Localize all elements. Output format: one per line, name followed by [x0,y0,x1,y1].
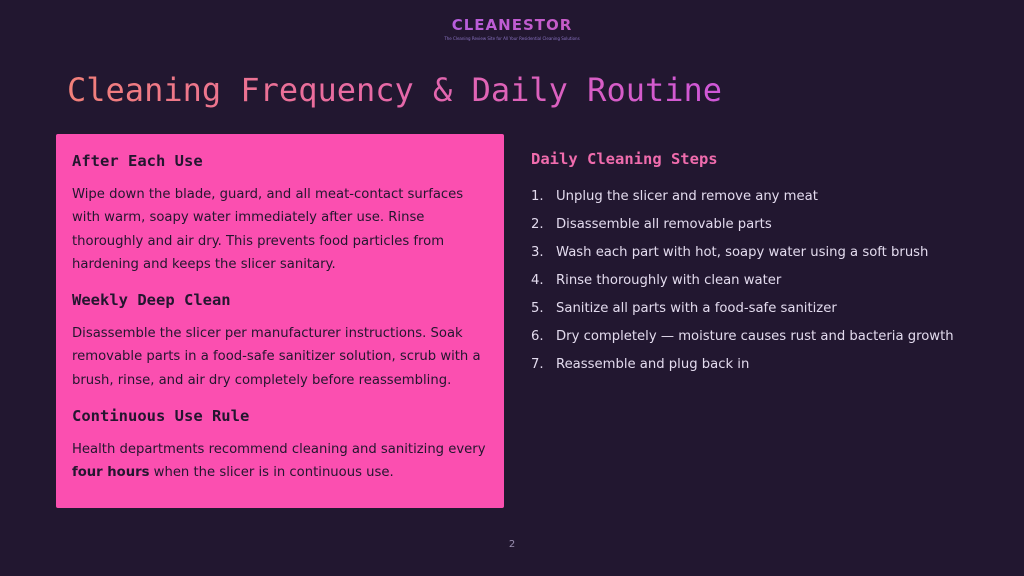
step-item [531,241,971,264]
step-text: Reassemble and plug back in [556,357,750,372]
slide-title: Cleaning Frequency & Daily Routine [67,68,722,112]
frequency-card [56,134,504,508]
step-number: 3. [531,245,544,260]
step-item [531,353,971,376]
step-item [531,325,971,348]
step-text: Rinse thoroughly with clean water [556,273,782,288]
step-text: Disassemble all removable parts [556,217,772,232]
step-text: Wash each part with hot, soapy water using a soft brush [556,245,929,260]
step-text: Unplug the slicer and remove any meat [556,189,818,204]
logo-wordmark: CLEANESTOR [0,16,1024,34]
continuous-use-heading: Continuous Use Rule [72,407,250,426]
daily-steps-heading: Daily Cleaning Steps [531,150,718,168]
continuous-use-text [72,438,488,485]
step-item [531,269,971,292]
step-number: 5. [531,301,544,316]
step-item [531,213,971,236]
after-each-use-heading: After Each Use [72,152,203,170]
daily-steps-panel [531,148,971,381]
continuous-use-text-end: when the slicer is in continuous use. [149,465,394,481]
weekly-deep-clean-text: Disassemble the slicer per manufacturer instructions. Soak removable parts in a food-safe sanitizer solution, scrub with a brush, rinse, and air dry completely before reassembling. [72,326,481,388]
step-number: 2. [531,217,544,232]
brand-logo [0,16,1024,41]
logo-tagline: The Cleaning Review Site for All Your Residential Cleaning Solutions [444,36,580,41]
weekly-deep-clean-heading: Weekly Deep Clean [72,291,231,310]
page-number: 2 [508,539,516,550]
daily-steps-list [531,185,971,376]
step-text: Sanitize all parts with a food-safe sanitizer [556,301,837,316]
step-item [531,297,971,320]
step-text: Dry completely — moisture causes rust and bacteria growth [556,329,954,344]
step-number: 4. [531,273,544,288]
after-each-use-text: Wipe down the blade, guard, and all meat-contact surfaces with warm, soapy water immediately after use. Rinse thoroughly and air dry. This prevents food particles from hardening and keeps the slicer sanitary. [72,187,464,272]
continuous-use-emphasis: four hours [72,465,150,481]
step-item [531,185,971,208]
step-number: 7. [531,357,544,372]
step-number: 6. [531,329,544,344]
step-number: 1. [531,189,544,204]
continuous-use-text-start: Health departments recommend cleaning and sanitizing every [72,442,486,458]
